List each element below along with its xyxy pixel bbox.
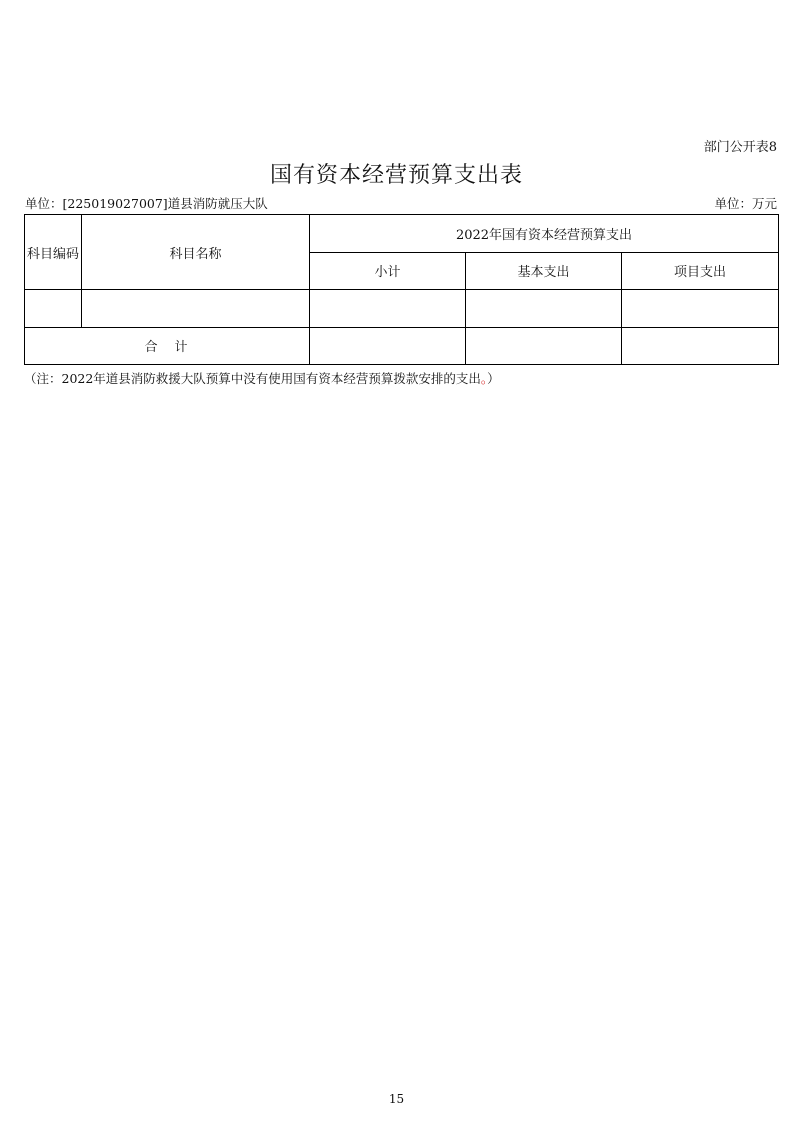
footnote-close: ） (487, 371, 500, 386)
header-basic: 基本支出 (466, 252, 622, 290)
total-row (25, 327, 779, 365)
cell-basic (466, 290, 622, 328)
header-subtotal: 小计 (310, 252, 466, 290)
page-number: 15 (388, 1092, 405, 1106)
header-group: 2022年国有资本经营预算支出 (310, 215, 779, 253)
total-basic (466, 327, 622, 365)
footnote (24, 369, 500, 387)
table-code: 部门公开表8 (703, 140, 777, 155)
table-row (25, 290, 779, 328)
cell-name (82, 290, 310, 328)
header-code: 科目编码 (25, 215, 82, 290)
total-subtotal (310, 327, 466, 365)
header-project: 项目支出 (622, 252, 779, 290)
page-title: 国有资本经营预算支出表 (269, 163, 523, 188)
header-name: 科目名称 (82, 215, 310, 290)
cell-subtotal (310, 290, 466, 328)
total-label: 合 计 (25, 327, 310, 365)
cell-code (25, 290, 82, 328)
cell-project (622, 290, 779, 328)
unit-label-left: 单位：[225019027007]道县消防就压大队 (25, 196, 268, 211)
unit-label-right: 单位：万元 (714, 196, 777, 211)
footnote-text: （注：2022年道县消防救援大队预算中没有使用国有资本经营预算拨款安排的支出 (24, 371, 481, 386)
footnote-period: 。 (480, 371, 488, 386)
budget-table (24, 214, 779, 365)
header-row-1 (25, 215, 779, 253)
total-project (622, 327, 779, 365)
